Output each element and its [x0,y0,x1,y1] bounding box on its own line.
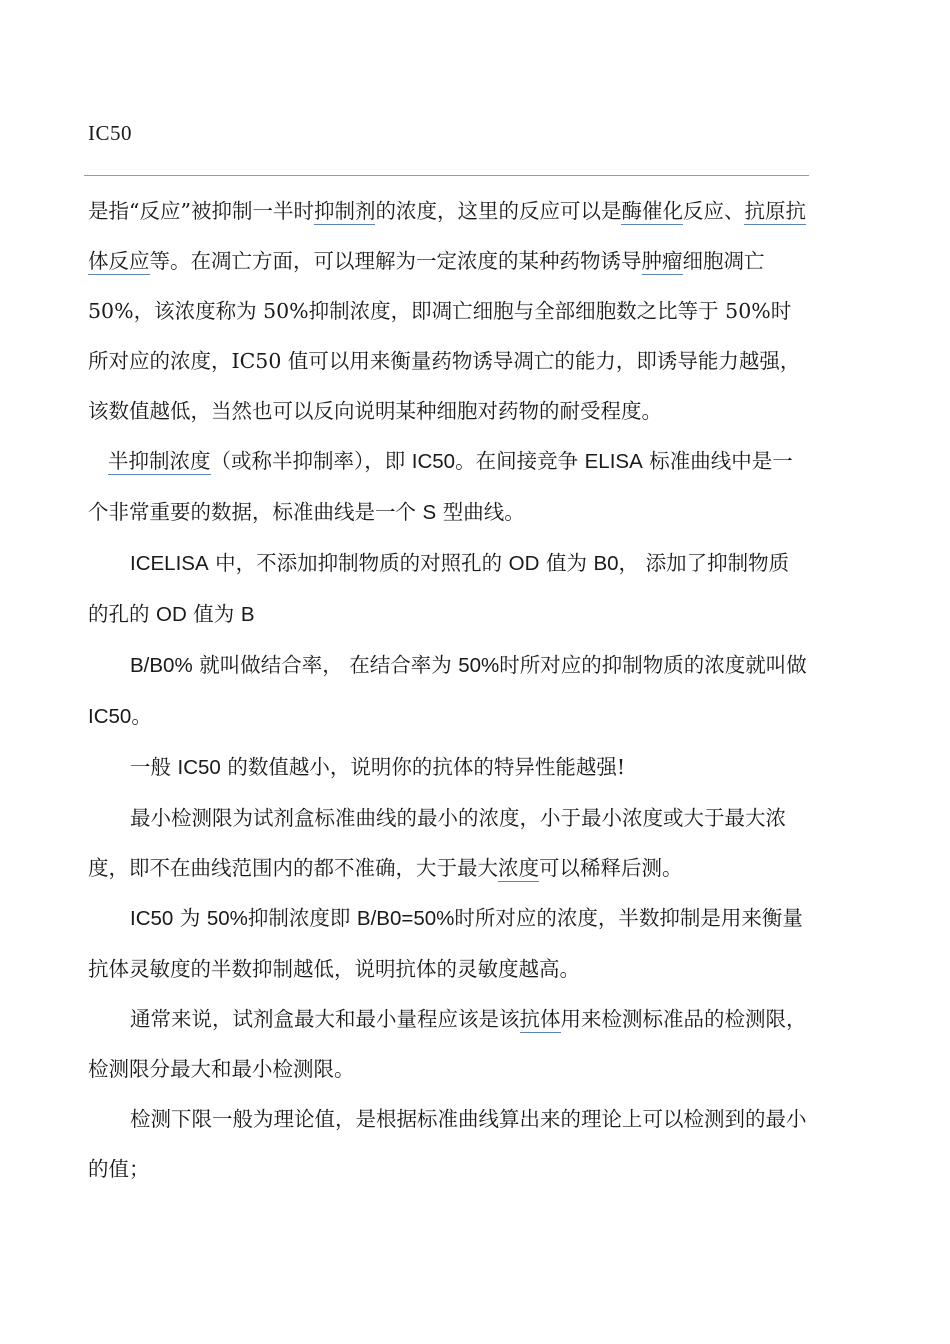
text: 一般 [130,755,178,779]
term: B/B0=50% [356,907,455,930]
term: B/B0% [130,654,193,677]
link-antigen-antibody-reaction[interactable]: 抗原抗体反应 [88,199,806,273]
term: 50% [458,654,500,677]
text: 用来检测标准品的检测限，检测限分最大和最小检测限。 [88,1007,807,1081]
document-body [88,186,808,1194]
text: 反应、 [682,199,745,223]
text: 抑制浓度即 [247,906,357,930]
text: 时所对应的浓度，半数抑制是用来衡量抗体灵敏度的半数抑制越低，说明抗体的灵敏度越高。 [88,906,803,981]
text: 可以稀释后测。 [539,856,683,880]
term: ELISA [584,450,643,473]
text: 最小检测限为试剂盒标准曲线的最小的浓度，小于最小浓度或大于最大浓度，即不在曲线范围内的都不准确，大于最大 [88,806,786,880]
text: （或称半抑制率），即 [210,449,412,473]
text: 时所对应的抑制物质的浓度就叫做 [499,653,807,677]
term: IC50 [88,705,132,728]
text: 值为 [539,551,594,575]
text: 标准曲线中是一个非常重要的数据，标准曲线是一个 [88,449,793,524]
text: 细胞凋亡 50%，该浓度称为 50%抑制浓度，即凋亡细胞与全部细胞数之比等于 50%时所对应的浓度，IC50 值可以用来衡量药物诱导凋亡的能力，即诱导能力越强，该数值越低，当然也可以反向说明某种细胞对药物的耐受程度。 [88,249,801,423]
text: 。在间接竞争 [455,449,585,473]
term: S [422,501,437,524]
paragraph-2 [88,436,808,538]
link-tumor[interactable]: 肿瘤 [641,249,683,273]
text: 的数值越小，说明你的抗体的特异性能越强! [220,755,626,779]
paragraph-5 [88,742,808,793]
link-half-inhibition-concentration[interactable]: 半抑制浓度 [108,449,211,473]
term: IC50 [130,907,174,930]
text: 中，不添加抑制物质的对照孔的 [208,551,509,575]
term: IC50 [177,756,221,779]
paragraph-7 [88,893,808,994]
text: 的浓度，这里的反应可以是 [375,199,622,223]
text: 值为 [186,602,241,626]
term: IC50 [411,450,456,473]
link-concentration[interactable]: 浓度 [498,856,539,880]
text: 通常来说，试剂盒最大和最小量程应该是该 [130,1007,520,1031]
page-header-title: IC50 [88,121,132,145]
paragraph-6 [88,793,808,893]
text: 。 [131,704,152,728]
text: 是指“反应”被抑制一半时 [88,199,314,223]
term: B [240,603,255,626]
term: OD [156,603,187,626]
link-antibody[interactable]: 抗体 [519,1007,561,1031]
link-inhibitor[interactable]: 抑制剂 [313,199,376,223]
paragraph-4 [88,640,808,742]
header-divider [84,175,809,176]
text: ， 添加了抑制物质的孔的 [88,551,790,626]
term: B0 [593,552,619,575]
text: 就叫做结合率， 在结合率为 [192,653,459,677]
paragraph-9 [88,1094,808,1194]
paragraph-8 [88,994,808,1094]
text: 检测下限一般为理论值，是根据标准曲线算出来的理论上可以检测到的最小的值； [88,1107,807,1181]
text: 等。在凋亡方面，可以理解为一定浓度的某种药物诱导 [149,249,642,273]
paragraph-1 [88,186,808,436]
term: OD [508,552,540,575]
text: 为 [173,906,207,930]
link-enzyme-catalysis[interactable]: 酶催化 [621,199,683,223]
term: ICELISA [130,552,209,575]
text: 型曲线。 [436,500,525,524]
term: 50% [206,907,248,930]
paragraph-3 [88,538,808,640]
